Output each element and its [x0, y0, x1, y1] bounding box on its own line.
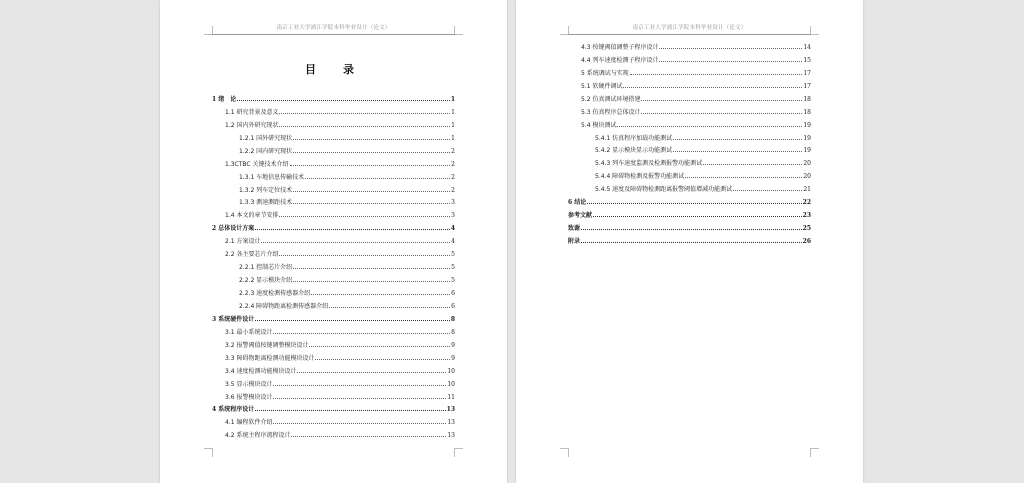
toc-entry-page: 2	[451, 147, 455, 155]
toc-entry-page: 5	[451, 277, 455, 285]
toc-entry[interactable]	[568, 180, 811, 193]
toc-entry-title: 3.1 最小系统设计	[225, 328, 273, 336]
toc-entry[interactable]	[212, 413, 455, 426]
toc-entry[interactable]	[212, 116, 455, 129]
toc-entry[interactable]	[568, 232, 811, 245]
toc-leader-dots	[659, 48, 802, 49]
toc-entry-page: 13	[447, 432, 455, 440]
toc-entry-page: 5	[451, 264, 455, 272]
toc-entry[interactable]	[568, 64, 811, 77]
toc-entry-page: 23	[802, 212, 811, 220]
toc-entry-title: 5.4.2 显示模块显示功能测试	[595, 147, 673, 155]
toc-entry[interactable]	[568, 142, 811, 155]
toc-entry-page: 14	[803, 43, 811, 51]
toc-entry-title: 1.2.1 国外研究现状	[239, 134, 293, 142]
toc-entry[interactable]	[568, 116, 811, 129]
page-corner-mark	[454, 448, 463, 457]
toc-entry-title: 2.2.2 显示模块介绍	[239, 277, 293, 285]
toc-list-right	[568, 38, 811, 245]
toc-leader-dots	[279, 216, 450, 217]
toc-entry-title: 5.4 模块测试	[581, 121, 617, 129]
toc-leader-dots	[673, 139, 802, 140]
toc-leader-dots	[309, 346, 450, 347]
toc-leader-dots	[329, 307, 450, 308]
page-corner-mark	[560, 448, 569, 457]
toc-entry-page: 1	[451, 108, 455, 116]
toc-leader-dots	[311, 294, 450, 295]
toc-leader-dots	[255, 320, 450, 321]
page-corner-mark	[204, 448, 213, 457]
toc-entry[interactable]	[212, 181, 455, 194]
toc-entry-page: 2	[451, 186, 455, 194]
toc-entry-title: 5.2 仿真测试环境搭建	[581, 95, 641, 103]
toc-entry-page: 8	[450, 315, 455, 323]
toc-leader-dots	[293, 191, 450, 192]
toc-entry-title: 1.3.3 测速测距技术	[239, 199, 293, 207]
toc-entry-title: 附录	[568, 238, 581, 245]
toc-entry[interactable]	[212, 336, 455, 349]
toc-leader-dots	[237, 100, 450, 101]
toc-entry[interactable]	[212, 129, 455, 142]
toc-leader-dots	[659, 61, 802, 62]
toc-entry-title: 3.2 报警阈值按键调整模块设计	[225, 341, 309, 349]
toc-entry-page: 8	[451, 328, 455, 336]
page-corner-mark	[454, 26, 463, 35]
toc-entry[interactable]	[212, 90, 455, 103]
toc-leader-dots	[685, 177, 802, 178]
toc-entry-page: 20	[803, 160, 811, 168]
toc-entry[interactable]	[212, 194, 455, 207]
toc-entry[interactable]	[212, 375, 455, 388]
toc-entry-page: 1	[450, 95, 455, 103]
toc-entry-page: 3	[451, 199, 455, 207]
page-corner-mark	[810, 26, 819, 35]
toc-entry-page: 1	[451, 121, 455, 129]
toc-entry-title: 3.6 报警模块设计	[225, 393, 273, 401]
document-page-right	[516, 0, 863, 483]
toc-leader-dots	[261, 242, 450, 243]
toc-entry[interactable]	[568, 167, 811, 180]
toc-entry-page: 9	[451, 341, 455, 349]
toc-leader-dots	[290, 165, 451, 166]
toc-entry[interactable]	[568, 90, 811, 103]
toc-entry-title: 1.2.2 国内研究现状	[239, 147, 293, 155]
toc-entry-title: 5.4.4 障碍物检测及报警功能测试	[595, 173, 685, 181]
toc-entry-title: 参考文献	[568, 212, 593, 220]
toc-leader-dots	[315, 359, 450, 360]
toc-leader-dots	[293, 139, 450, 140]
toc-leader-dots	[279, 255, 450, 256]
toc-entry-page: 26	[802, 238, 811, 245]
toc-entry-page: 17	[803, 82, 811, 90]
toc-entry[interactable]	[212, 297, 455, 310]
toc-entry-title: 2.1 方案设计	[225, 238, 261, 246]
toc-leader-dots	[297, 372, 446, 373]
toc-entry-page: 13	[447, 419, 455, 427]
toc-entry[interactable]	[212, 142, 455, 155]
toc-entry-title: 4.2 系统主程序流程设计	[225, 432, 291, 440]
toc-leader-dots	[733, 190, 802, 191]
toc-leader-dots	[255, 410, 445, 411]
toc-entry[interactable]	[212, 219, 455, 232]
toc-entry[interactable]	[212, 362, 455, 375]
toc-leader-dots	[293, 152, 450, 153]
toc-entry-title: 1.3.1 车地信息传输技术	[239, 173, 305, 181]
toc-leader-dots	[581, 242, 802, 243]
toc-leader-dots	[703, 164, 802, 165]
toc-entry-page: 20	[803, 173, 811, 181]
toc-leader-dots	[641, 113, 802, 114]
toc-entry-title: 1.1 研究背景及意义	[225, 108, 279, 116]
toc-entry-page: 19	[803, 134, 811, 142]
toc-entry-page: 17	[803, 69, 811, 77]
toc-leader-dots	[673, 151, 802, 152]
toc-leader-dots	[273, 398, 446, 399]
toc-entry[interactable]	[212, 206, 455, 219]
toc-leader-dots	[291, 436, 446, 437]
toc-entry[interactable]	[212, 284, 455, 297]
toc-leader-dots	[641, 100, 802, 101]
toc-entry[interactable]	[568, 103, 811, 116]
toc-entry-page: 25	[802, 225, 811, 233]
toc-entry-title: 5.3 仿真程序总体设计	[581, 108, 641, 116]
toc-entry-title: 5.4.5 速度及障碍物检测距离报警阈值增减功能测试	[595, 186, 733, 194]
toc-leader-dots	[623, 87, 802, 88]
toc-entry-title: 2.2 各主要芯片介绍	[225, 251, 279, 259]
page-header: 南京工业大学浦江学院本科毕业设计（论文）	[632, 25, 747, 31]
toc-entry-title: 1.3.2 列车定位技术	[239, 186, 293, 194]
toc-entry-title: 2.2.3 速度检测传感器介绍	[239, 290, 311, 297]
toc-entry-title: 4 系统程序设计	[212, 406, 255, 414]
toc-title: 目 录	[305, 63, 362, 76]
toc-entry[interactable]	[212, 103, 455, 116]
toc-leader-dots	[273, 423, 446, 424]
toc-entry[interactable]	[212, 232, 455, 245]
toc-entry-page: 2	[451, 173, 455, 181]
toc-leader-dots	[279, 113, 450, 114]
toc-entry-page: 5	[451, 251, 455, 259]
toc-leader-dots	[293, 203, 450, 204]
toc-entry-page: 10	[447, 380, 455, 388]
toc-leader-dots	[255, 229, 450, 230]
toc-entry-title: 1.4 本文的章节安排	[225, 212, 279, 220]
toc-leader-dots	[593, 216, 802, 217]
toc-leader-dots	[581, 229, 802, 230]
header-rule	[568, 34, 811, 35]
toc-entry-page: 18	[803, 108, 811, 116]
toc-leader-dots	[293, 268, 450, 269]
toc-entry-page: 19	[803, 121, 811, 129]
toc-entry[interactable]	[568, 154, 811, 167]
toc-entry[interactable]	[568, 51, 811, 64]
toc-entry-page: 18	[803, 95, 811, 103]
toc-entry[interactable]	[212, 349, 455, 362]
toc-entry-page: 11	[447, 393, 455, 401]
toc-entry-page: 10	[447, 367, 455, 375]
toc-entry-page: 6	[451, 290, 455, 297]
toc-entry[interactable]	[212, 401, 455, 414]
toc-entry-title: 致谢	[568, 225, 581, 233]
toc-entry-page: 15	[803, 56, 811, 64]
toc-entry[interactable]	[212, 310, 455, 323]
toc-entry-page: 6	[451, 302, 455, 310]
toc-entry-page: 21	[803, 186, 811, 194]
toc-entry[interactable]	[568, 38, 811, 51]
toc-entry-title: 1.3CTBC 关键技术介绍	[225, 160, 289, 168]
toc-entry[interactable]	[568, 206, 811, 219]
page-header: 南京工业大学浦江学院本科毕业设计（论文）	[276, 25, 391, 31]
toc-entry[interactable]	[568, 193, 811, 206]
toc-entry-title: 2.2.4 障碍物距离检测传感器介绍	[239, 302, 329, 310]
toc-entry-title: 6 结论	[568, 199, 587, 207]
toc-entry-page: 4	[451, 238, 455, 246]
toc-leader-dots	[305, 178, 450, 179]
toc-entry-page: 4	[450, 225, 455, 233]
toc-entry[interactable]	[568, 129, 811, 142]
toc-entry[interactable]	[212, 271, 455, 284]
toc-entry-title: 5.4.3 列车速度监测及检测报警功能测试	[595, 160, 703, 168]
toc-entry-title: 2.2.1 控制芯片介绍	[239, 264, 293, 272]
toc-entry[interactable]	[212, 426, 455, 439]
toc-entry-title: 3.5 显示模块设计	[225, 380, 273, 388]
toc-leader-dots	[279, 126, 450, 127]
toc-entry-title: 4.3 按键阈值调整子程序设计	[581, 43, 659, 51]
toc-entry-page: 3	[451, 212, 455, 220]
toc-entry[interactable]	[212, 323, 455, 336]
toc-leader-dots	[587, 203, 801, 204]
toc-leader-dots	[617, 126, 802, 127]
toc-entry-page: 9	[451, 354, 455, 362]
toc-entry-page: 2	[451, 160, 455, 168]
header-rule	[212, 34, 455, 35]
toc-entry[interactable]	[212, 168, 455, 181]
toc-entry-page: 19	[803, 147, 811, 155]
toc-entry-title: 3 系统硬件设计	[212, 315, 255, 323]
toc-entry-page: 22	[802, 199, 811, 207]
toc-entry[interactable]	[212, 245, 455, 258]
toc-entry[interactable]	[212, 388, 455, 401]
toc-entry-title: 3.3 障碍物距离检测功能模块设计	[225, 354, 315, 362]
toc-entry[interactable]	[568, 77, 811, 90]
toc-entry-title: 1 绪 论	[212, 95, 237, 103]
toc-entry-title: 1.2 国内外研究现状	[225, 121, 279, 129]
toc-entry[interactable]	[212, 258, 455, 271]
toc-entry-title: 4.1 编程软件介绍	[225, 419, 273, 427]
toc-entry-title: 2 总体设计方案	[212, 225, 255, 233]
toc-entry-title: 3.4 速度检测功能模块设计	[225, 367, 297, 375]
toc-entry[interactable]	[568, 219, 811, 232]
toc-entry-title: 4.4 列车速度检测子程序设计	[581, 56, 659, 64]
toc-entry-title: 5 系统调试与实现	[581, 69, 629, 77]
toc-entry-page: 1	[451, 134, 455, 142]
toc-entry-title: 5.4.1 仿真程序加载功能测试	[595, 134, 673, 142]
toc-leader-dots	[293, 281, 450, 282]
toc-entry-page: 13	[446, 406, 455, 414]
toc-leader-dots	[273, 385, 446, 386]
toc-list-left	[212, 90, 455, 439]
toc-entry[interactable]	[212, 155, 455, 168]
toc-entry-title: 5.1 软硬件调试	[581, 82, 623, 90]
toc-leader-dots	[630, 74, 803, 75]
toc-leader-dots	[273, 333, 450, 334]
page-corner-mark	[810, 448, 819, 457]
document-page-left	[160, 0, 507, 483]
